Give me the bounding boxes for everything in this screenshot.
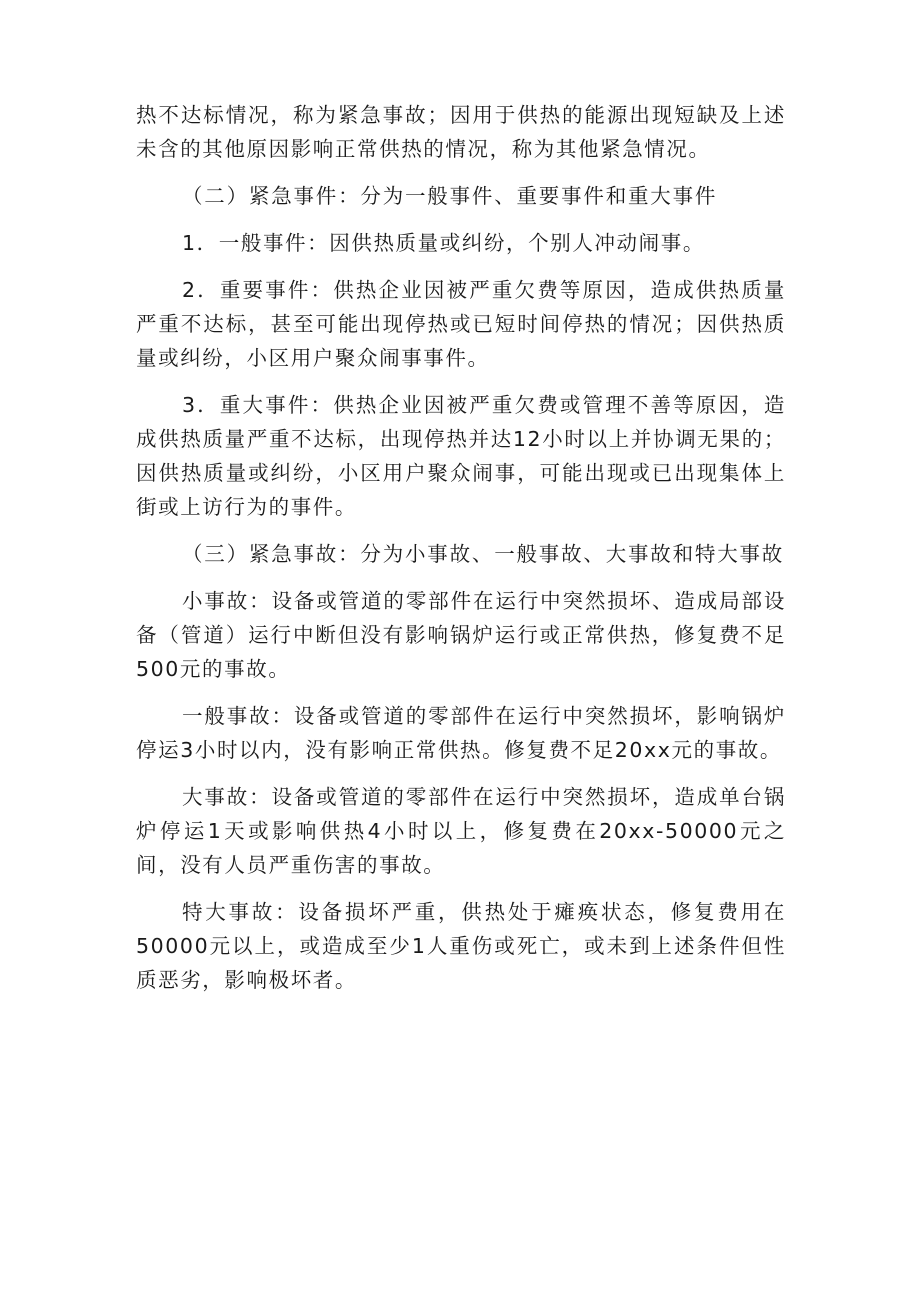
paragraph-catastrophic-accident: 特大事故：设备损坏严重，供热处于瘫痪状态，修复费用在50000元以上，或造成至少1人重伤或死亡，或未到上述条件但性质恶劣，影响极坏者。 bbox=[136, 900, 786, 992]
paragraph-continuation: 热不达标情况，称为紧急事故；因用于供热的能源出现短缺及上述未含的其他原因影响正常供热的情况，称为其他紧急情况。 bbox=[136, 103, 786, 161]
section-heading-emergency-events: （二）紧急事件：分为一般事件、重要事件和重大事件 bbox=[182, 184, 718, 208]
paragraph-major-event: 3．重大事件：供热企业因被严重欠费或管理不善等原因，造成供热质量严重不达标，出现停热并达12小时以上并协调无果的；因供热质量或纠纷，小区用户聚众闹事，可能出现或已出现集体上街或上访行为的事件。 bbox=[136, 393, 786, 519]
section-heading-emergency-accidents: （三）紧急事故：分为小事故、一般事故、大事故和特大事故 bbox=[182, 542, 785, 566]
paragraph-important-event: 2．重要事件：供热企业因被严重欠费等原因，造成供热质量严重不达标，甚至可能出现停热或已短时间停热的情况；因供热质量或纠纷，小区用户聚众闹事事件。 bbox=[136, 278, 786, 370]
paragraph-minor-accident: 小事故：设备或管道的零部件在运行中突然损坏、造成局部设备（管道）运行中断但没有影响锅炉运行或正常供热，修复费不足500元的事故。 bbox=[136, 589, 786, 681]
paragraph-general-accident: 一般事故：设备或管道的零部件在运行中突然损坏，影响锅炉停运3小时以内，没有影响正常供热。修复费不足20xx元的事故。 bbox=[136, 704, 786, 762]
document-body bbox=[136, 98, 786, 1010]
paragraph-general-event: 1．一般事件：因供热质量或纠纷，个别人冲动闹事。 bbox=[182, 231, 705, 255]
paragraph-major-accident: 大事故：设备或管道的零部件在运行中突然损坏，造成单台锅炉停运1天或影响供热4小时以上，修复费在20xx-50000元之间，没有人员严重伤害的事故。 bbox=[136, 785, 786, 877]
